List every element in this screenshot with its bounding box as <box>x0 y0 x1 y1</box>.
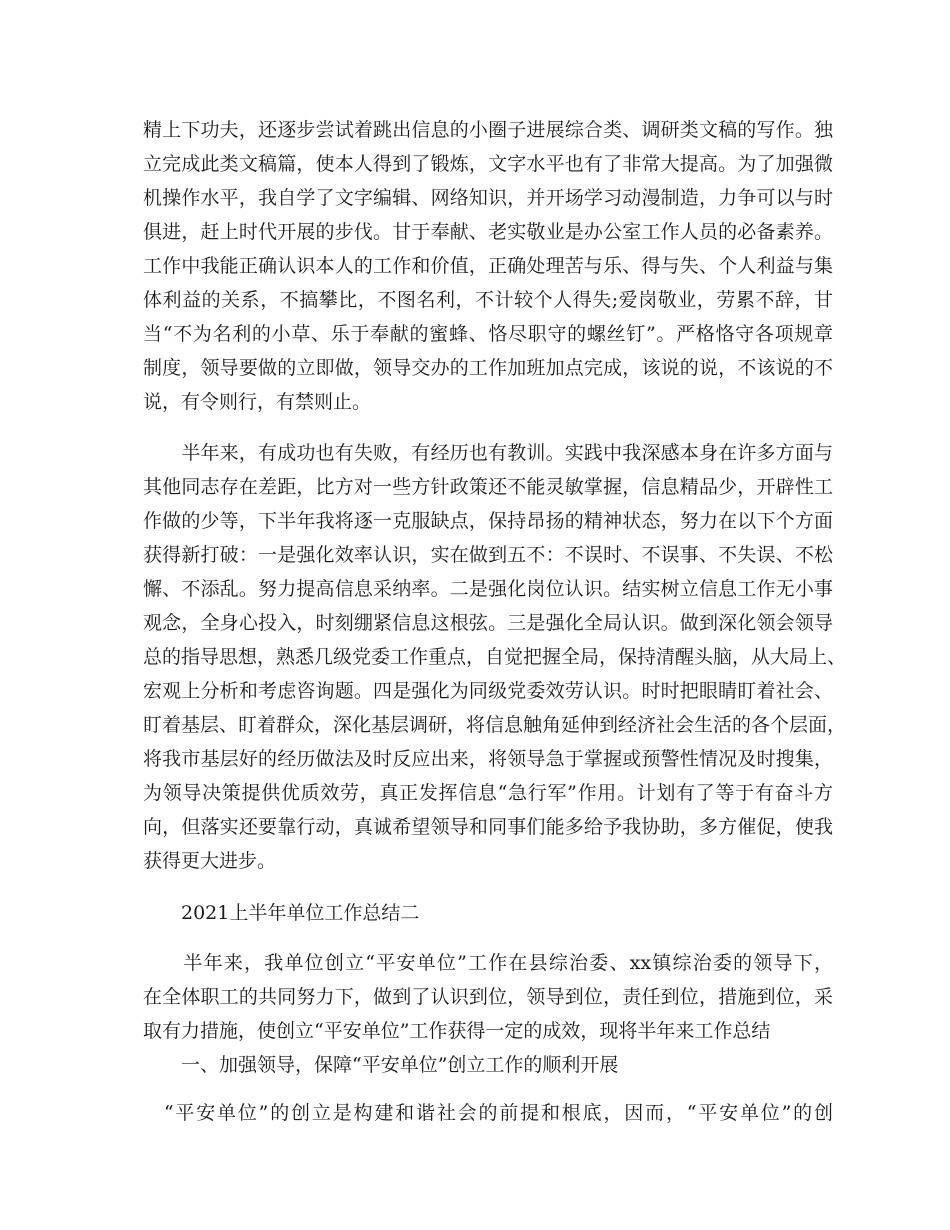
text-line: 获得更大进步。 <box>143 850 277 872</box>
subsection-heading: 一、加强领导，保障“平安单位”创立工作的顺利开展 <box>143 1054 619 1076</box>
text-line: 获得新打破：一是强化效率认识，实在做到五不：不误时、不误事、不失误、不松 <box>143 544 833 566</box>
text-line: 取有力措施，使创立“平安单位”工作获得一定的成效，现将半年来工作总结 <box>143 1020 771 1042</box>
text-line: 观念，全身心投入，时刻绷紧信息这根弦。三是强化全局认识。做到深化领会领导 <box>143 612 833 634</box>
text-line: 半年来，有成功也有失败，有经历也有教训。实践中我深感本身在许多方面与 <box>143 442 833 464</box>
text-line: 宏观上分析和考虑咨询题。四是强化为同级党委效劳认识。时时把眼睛盯着社会、 <box>143 680 833 702</box>
text-line: “平安单位”的创立是构建和谐社会的前提和根底，因而，“平安单位”的创 <box>143 1102 833 1124</box>
text-line: 立完成此类文稿篇，使本人得到了锻炼，文字水平也有了非常大提高。为了加强微 <box>143 153 833 175</box>
text-line: 机操作水平，我自学了文字编辑、网络知识，并开场学习动漫制造，力争可以与时 <box>143 187 833 209</box>
text-line: 体利益的关系，不搞攀比，不图名利，不计较个人得失;爱岗敬业，劳累不辞，甘 <box>143 289 833 311</box>
text-line: 向，但落实还要靠行动，真诚希望领导和同事们能多给予我协助，多方催促，使我 <box>143 816 833 838</box>
text-line: 作做的少等，下半年我将逐一克服缺点，保持昂扬的精神状态，努力在以下个方面 <box>143 510 833 532</box>
text-line: 精上下功夫，还逐步尝试着跳出信息的小圈子进展综合类、调研类文稿的写作。独 <box>143 119 833 141</box>
text-line: 半年来，我单位创立“平安单位”工作在县综治委、xx镇综治委的领导下， <box>143 952 833 974</box>
text-line: 总的指导思想，熟悉几级党委工作重点，自觉把握全局，保持清醒头脑，从大局上、 <box>143 646 847 668</box>
section-heading: 2021上半年单位工作总结二 <box>143 902 420 924</box>
text-line: 工作中我能正确认识本人的工作和价值，正确处理苦与乐、得与失、个人利益与集 <box>143 255 833 277</box>
text-line: 说，有令则行，有禁则止。 <box>143 391 372 413</box>
text-line: 其他同志存在差距，比方对一些方针政策还不能灵敏掌握，信息精品少，开辟性工 <box>143 476 833 498</box>
text-line: 懈、不添乱。努力提高信息采纳率。二是强化岗位认识。结实树立信息工作无小事 <box>143 578 833 600</box>
text-line: 为领导决策提供优质效劳，真正发挥信息“急行军”作用。计划有了等于有奋斗方 <box>143 782 833 804</box>
text-line: 将我市基层好的经历做法及时反应出来，将领导急于掌握或预警性情况及时搜集， <box>143 748 833 770</box>
text-line: 在全体职工的共同努力下，做到了认识到位，领导到位，责任到位，措施到位，采 <box>143 986 833 1008</box>
text-line: 当“不为名利的小草、乐于奉献的蜜蜂、恪尽职守的螺丝钉”。严格恪守各项规章 <box>143 323 833 345</box>
text-line: 俱进，赶上时代开展的步伐。甘于奉献、老实敬业是办公室工作人员的必备素养。 <box>143 221 833 243</box>
text-line: 盯着基层、盯着群众，深化基层调研，将信息触角延伸到经济社会生活的各个层面， <box>143 714 847 736</box>
text-line: 制度，领导要做的立即做，领导交办的工作加班加点完成，该说的说，不该说的不 <box>143 357 833 379</box>
